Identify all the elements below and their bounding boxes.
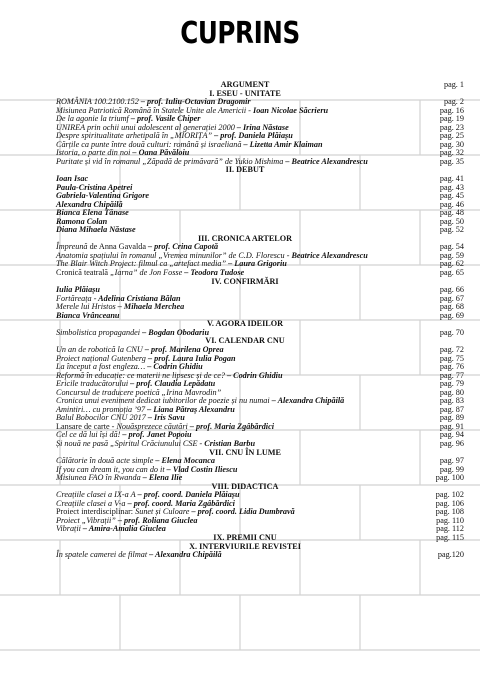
page-number: pag.120 — [437, 550, 464, 560]
page-number: pag. 25 — [439, 131, 464, 141]
page-number: pag. 45 — [439, 191, 464, 201]
entry-text-part: If you can dream it, you can do it — [56, 464, 165, 474]
page-number: pag. 72 — [439, 344, 464, 354]
section-title: IX. PREMII CNU — [213, 532, 277, 542]
entry-text-part: Cel ce dă lui își dă! — [56, 430, 121, 440]
section-title: IV. CONFIRMĂRI — [211, 276, 279, 286]
entry-text-part: Amintiri… cu promoția ’97 — [56, 404, 146, 414]
entry-text-part: – Lizetta Amir Klaiman — [241, 139, 323, 149]
page-number: pag. 70 — [439, 327, 464, 337]
page-number: pag. 68 — [439, 302, 464, 312]
entry-text-part: – Oana Păvăloiu — [130, 148, 190, 158]
page-number: pag. 79 — [439, 379, 464, 389]
page-number: pag. 87 — [439, 404, 464, 414]
entry-text — [56, 551, 222, 560]
entry-text-part: Puritate și vid în romanul „Zăpadă de primăvară” de Yukio Mishima — [56, 156, 284, 166]
entry-text-part: – Alexandra Chipăilă — [147, 550, 222, 560]
entry-text-part: Cronică teatrală — [56, 268, 111, 278]
entry-text-part: Sunet și Culoare — [135, 507, 190, 517]
page-number: pag. 115 — [436, 532, 464, 542]
entry-text-part: – prof. Laura Iulia Pogan — [145, 353, 236, 363]
entry-text-part: – prof. coord. Daniela Plăiașu — [135, 490, 240, 500]
section-title: I. ESEU - UNITATE — [209, 88, 281, 98]
entry-text-part: – Amira-Amalia Giuclea — [80, 524, 166, 534]
entry-text-part: - Beatrice Alexandrescu — [284, 250, 368, 260]
page-number: pag. 30 — [439, 139, 464, 149]
entry-text-part: – prof. Marilena Oprea — [142, 344, 224, 354]
entry-text-part: Proiect „Vibrații” — [56, 515, 116, 525]
entry-text-part: – prof. Daniela Plăiașu — [212, 131, 293, 141]
entry-text-part: – prof. Maria Zgâbărdici — [187, 421, 274, 431]
entry-text-part: Și nouă ne pasă „Spiritul Crăciunului CSE — [56, 438, 198, 448]
toc-entry — [56, 551, 464, 560]
page-number: pag. 80 — [439, 387, 464, 397]
entry-text-part: Anatomia spațiului în romanul „Vremea minunilor” de C.D. Florescu — [56, 250, 285, 260]
entry-text-part: Ericile traducătorului — [56, 379, 129, 389]
page-number: pag. 112 — [436, 524, 464, 534]
entry-text-part: – prof. coord. Maria Zgâbărdici — [125, 498, 235, 508]
entry-text-part: Diana Mihaela Năstase — [56, 225, 136, 235]
entry-text-part: Nouăsprezece căutări — [116, 421, 188, 431]
page-number: pag. 43 — [439, 182, 464, 192]
page-number: pag. 110 — [436, 515, 464, 525]
entry-text-part: – Beatrice Alexandrescu — [283, 156, 368, 166]
entry-text-part: - Adelina Cristiana Bălan — [91, 293, 181, 303]
entry-text-part: – prof. coord. Lidia Dumbravă — [189, 507, 295, 517]
section-title: VIII. DIDACTICA — [211, 481, 279, 491]
page-number: pag. 50 — [439, 216, 464, 226]
page-number: pag. 23 — [439, 122, 464, 132]
entry-text-part: – Elena Ilie — [140, 473, 183, 483]
page-number: pag. 67 — [439, 293, 464, 303]
entry-text-part: Alexandra Chipăilă — [56, 199, 123, 209]
entry-text-part: – Irina Năstase — [234, 122, 289, 132]
page-number: pag. 46 — [439, 199, 464, 209]
entry-text-part: – prof. Iuliu-Octavian Dragomir — [138, 97, 251, 107]
entry-text-part: Ramona Colan — [56, 216, 108, 226]
entry-text-part: – prof. Vasile Chiper — [128, 114, 201, 124]
entry-text-part: - Cristian Barbu — [197, 438, 256, 448]
entry-text — [56, 525, 166, 534]
section-title: VII. CNU ÎN LUME — [209, 447, 281, 457]
page-number: pag. 41 — [439, 174, 464, 184]
section-title: ARGUMENT — [220, 80, 270, 89]
page-number: pag. 91 — [439, 421, 464, 431]
page-number: pag. 77 — [439, 370, 464, 380]
entry-text — [56, 226, 136, 235]
page-number: pag. 106 — [435, 498, 464, 508]
entry-text-part: – Codrin Ghidiu — [224, 370, 283, 380]
page-number: pag. 59 — [439, 250, 464, 260]
page-number: pag. 65 — [439, 268, 464, 278]
page-number: pag. 52 — [439, 225, 464, 235]
page-number: pag. 19 — [439, 114, 464, 124]
entry-text-part: De la agonie la triumf — [56, 114, 129, 124]
entry-text-part: Iulia Plăiașu — [56, 285, 100, 295]
entry-text — [56, 474, 182, 483]
entry-text-part: Gabriela-Valentina Grigore — [56, 191, 150, 201]
entry-text-part: – Teodora Tudose — [182, 268, 245, 278]
entry-text — [56, 329, 209, 338]
entry-text-part: – prof. Roliana Giuclea — [115, 515, 198, 525]
page-number: pag. 48 — [439, 208, 464, 218]
entry-text-part: – prof. Crina Capotă — [148, 242, 219, 252]
entry-text-part: Cronica unui eveniment dedicat iubitorilor de poezie și nu numai — [56, 396, 270, 406]
entry-text-part: Istoria, o parte din noi — [56, 148, 131, 158]
entry-text-part: – Alexandra Chipăilă — [269, 396, 345, 406]
entry-text-part: – Iris Savu — [145, 413, 185, 423]
entry-text-part: Misiunea Patriotică Română în Statele Unite ale Americii — [56, 105, 247, 115]
section-title: V. AGORA IDEILOR — [206, 319, 284, 329]
entry-text-part: „Iarna” — [110, 268, 138, 278]
entry-text-part: de Jon Fosse — [137, 268, 183, 278]
section-title: X. INTERVIURILE REVISTEI — [189, 541, 301, 551]
section-title: II. DEBUT — [225, 165, 265, 175]
page-number: pag. 32 — [439, 148, 464, 158]
page-title: CUPRINS — [180, 16, 300, 51]
entry-text — [56, 158, 368, 167]
entry-text-part: – prof. Claudia Lepădatu — [128, 379, 216, 389]
entry-text-part: Împreună — [56, 242, 88, 252]
entry-text-part: de Anna Gavalda — [87, 242, 149, 252]
page-number: pag. 97 — [439, 456, 464, 466]
page-number: pag. 75 — [439, 353, 464, 363]
entry-text-part: – Bogdan Obodariu — [140, 327, 210, 337]
entry-text-part: Merele lui Hristos — [56, 302, 116, 312]
section-title: VI. CALENDAR CNU — [205, 336, 285, 346]
entry-text-part: Creațiile clasei a V-a — [56, 498, 126, 508]
entry-text-part: Concursul de traducere poetică „Irina Mavrodin” — [56, 387, 222, 397]
page-number: pag. 66 — [439, 285, 464, 295]
entry-text-part: Balul Bobocilor CNU 2017 — [56, 413, 146, 423]
entry-text-part: The Blair Witch Project: filmul ca „artefact media” — [56, 259, 227, 269]
page-number: pag. 102 — [435, 490, 464, 500]
entry-text-part: În spatele camerei de filmat — [56, 550, 148, 560]
entry-text-part: Bianca Vrânceanu — [56, 310, 120, 320]
entry-text-part: – Codrin Ghidiu — [145, 362, 203, 372]
entry-text-part: Cărțile ca punte între două culturi: română și israeliană — [56, 139, 242, 149]
entry-text-part: Un an de robotică la CNU — [56, 344, 143, 354]
entry-text-part: – prof. Janet Popoiu — [120, 430, 192, 440]
page-number: pag. 96 — [439, 438, 464, 448]
toc-section-heading — [56, 278, 464, 287]
entry-text-part: La început a fost engleza… — [56, 362, 146, 372]
toc-entry — [56, 209, 464, 218]
entry-text-part: – Laura Grigoriu — [226, 259, 287, 269]
page-number: pag. 100 — [435, 473, 464, 483]
toc-section-heading — [56, 166, 464, 175]
entry-text-part: Proiect național Gutenberg — [56, 353, 146, 363]
entry-text-part: Lansare de carte - — [56, 421, 117, 431]
page-number: pag. 108 — [435, 507, 464, 517]
page-number: pag. 99 — [439, 464, 464, 474]
entry-text-part: - Ioan Nicolae Săcrieru — [246, 105, 329, 115]
section-title: III. CRONICA ARTELOR — [197, 233, 293, 243]
entry-text-part: Bianca Elena Tănase — [56, 208, 129, 218]
page-number: pag. 83 — [439, 396, 464, 406]
entry-text-part: – Liana Pătraș Alexandru — [145, 404, 235, 414]
page-number: pag. 1 — [443, 80, 464, 89]
table-of-contents — [56, 81, 464, 560]
entry-text-part: Călătorie în două acte simple — [56, 456, 154, 466]
page-number: pag. 62 — [439, 259, 464, 269]
entry-text-part: – Mihaela Merchea — [115, 302, 185, 312]
entry-text-part: Misiunea FAO în Rwanda — [56, 473, 141, 483]
page-number: pag. 54 — [439, 242, 464, 252]
entry-text-part: Ioan Isac — [56, 174, 89, 184]
entry-text-part: Simbolistica propagandei — [56, 327, 141, 337]
page-number: pag. 94 — [439, 430, 464, 440]
entry-text-part: – Vlad Costin Iliescu — [164, 464, 238, 474]
page-number: pag. 89 — [439, 413, 464, 423]
entry-text-part: Fortăreața — [56, 293, 92, 303]
entry-text-part: – Elena Mocanca — [153, 456, 215, 466]
entry-text-part: UNIREA prin ochii unui adolescent al generației 2000 — [56, 122, 235, 132]
entry-text — [56, 312, 119, 321]
page-number: pag. 76 — [439, 362, 464, 372]
entry-text-part: Reformă în educație: ce materii ne lipsesc și de ce? — [56, 370, 225, 380]
page-number: pag. 35 — [439, 156, 464, 166]
page-number: pag. 2 — [443, 97, 464, 107]
entry-text-part: Proiect interdisciplinar: — [56, 507, 136, 517]
entry-text-part: Despre spiritualitate arhetipală în „MIORIȚA” — [56, 131, 213, 141]
entry-text-part: Paula-Cristina Apetrei — [56, 182, 133, 192]
entry-text-part: ROMÂNIA 100.2100.152 — [56, 97, 139, 107]
entry-text-part: Vibrații — [56, 524, 81, 534]
entry-text-part: Creațiile clasei a IX-a A — [56, 490, 136, 500]
page-number: pag. 69 — [439, 310, 464, 320]
page-number: pag. 16 — [439, 105, 464, 115]
